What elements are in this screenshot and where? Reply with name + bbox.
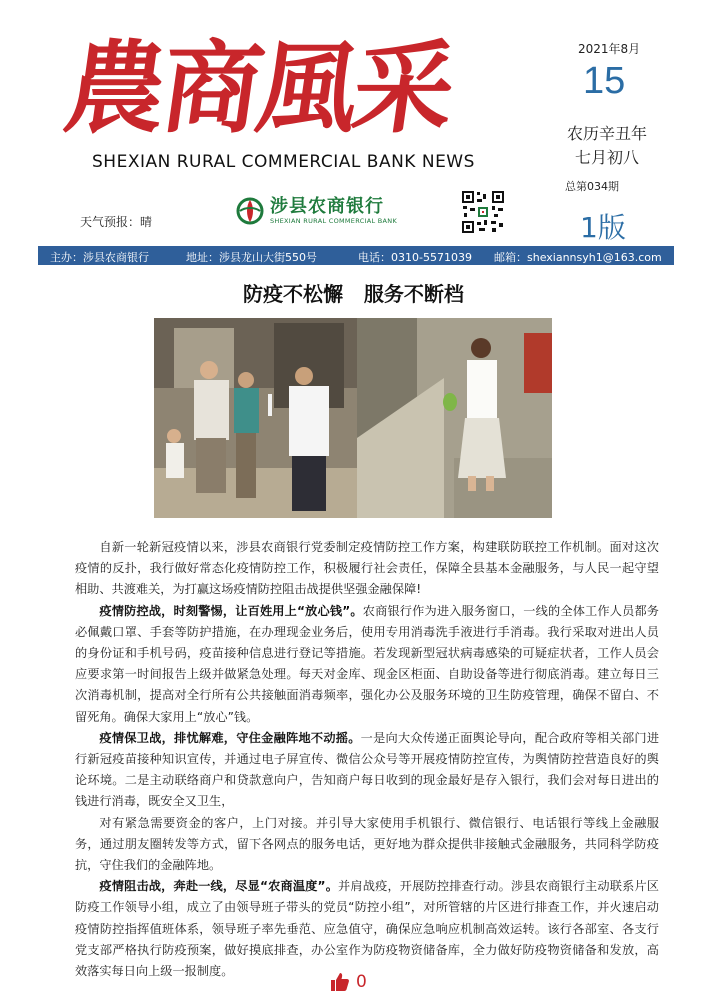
lunar-date	[552, 122, 662, 170]
bank-logo	[236, 194, 397, 228]
article-body	[75, 537, 659, 982]
info-bar	[38, 246, 674, 265]
article-paragraph	[75, 813, 659, 877]
article-headline: 防疫不松懈 服务不断档	[243, 282, 464, 306]
article-photo	[154, 318, 552, 518]
date-day: 15	[583, 60, 626, 102]
lunar-year: 农历辛丑年	[566, 124, 647, 143]
info-host: 主办：涉县农商银行	[50, 251, 149, 264]
masthead-title: 農商風采	[57, 29, 459, 147]
date-year-month: 2021年8月	[578, 42, 641, 56]
info-address: 地址：涉县龙山大街550号	[186, 251, 317, 264]
qr-code-icon	[461, 190, 505, 234]
lunar-day: 七月初八	[574, 148, 639, 167]
paragraph-text: 一是向大众传递正面舆论导向，配合政府等相关部门进行新冠疫苗接种知识宣传，并通过电子屏宣传、微信公众号等开展疫情防控宣传，为舆情防控营造良好的舆论环境。二是主动联络商户和贷款意向户，告知商户每日收到的现金最好是存入银行，我们会对每日进出的钱进行消毒，既安全又卫生，	[75, 730, 660, 809]
article-paragraph	[75, 601, 659, 728]
paragraph-lead: 疫情防控战，时刻警惕，让百姓用上“放心钱”。	[99, 603, 363, 618]
bank-logo-icon	[236, 197, 264, 225]
bank-name-cn: 涉县农商银行	[270, 195, 384, 217]
article-paragraph	[75, 876, 659, 982]
info-phone: 电话：0310-5571039	[358, 251, 472, 264]
article-paragraph	[75, 537, 659, 601]
bank-name-en: SHEXIAN RURAL COMMERCIAL BANK	[270, 216, 398, 225]
masthead-english-title: SHEXIAN RURAL COMMERCIAL BANK NEWS	[92, 152, 475, 172]
thumbs-up-icon	[330, 972, 350, 992]
paragraph-text: 对有紧急需要资金的客户，上门对接。并引导大家使用手机银行、微信银行、电话银行等线上金融服务，通过朋友圈转发等方式，留下各网点的服务电话，更好地为群众提供非接触式金融服务，共同科学防疫抗，守住我们的金融阵地。	[75, 815, 659, 873]
paragraph-text: 自新一轮新冠疫情以来，涉县农商银行党委制定疫情防控工作方案，构建联防联控工作机制。面对这次疫情的反扑，我行做好常态化疫情防控工作，积极履行社会责任，保障全县基本金融服务，与人民一起守望相助、共渡难关，为打赢这场疫情防控阻击战提供坚强金融保障!	[75, 540, 659, 597]
issue-number: 总第034期	[565, 180, 619, 193]
edition-number: 1版	[580, 211, 626, 244]
weather-forecast: 天气预报：晴	[80, 215, 153, 229]
info-email: 邮箱：shexiannsyh1@163.com	[494, 251, 662, 264]
article-paragraph	[75, 728, 659, 813]
paragraph-text: 农商银行作为进入服务窗口，一线的全体工作人员都务必佩戴口罩、手套等防护措施，在办理现金业务后，使用专用消毒洗手液进行手消毒。我行采取对进出人员的身份证和手机号码，疫苗接种信息进行登记等措施。若发现新型冠状病毒感染的可疑症状者，工作人员会应要求第一时间报告上级并做紧急处理。每天对金库、现金区柜面、自助设备等进行彻底消毒。建立每日三次消毒机制，提高对全行所有公共接触面消毒频率，强化办公及服务环境的卫生防疫管理，确保不留白、不留死角。确保大家用上“放心”钱。	[75, 603, 659, 724]
paragraph-lead: 疫情保卫战，排忧解难，守住金融阵地不动摇。	[99, 730, 361, 745]
paragraph-text: 并肩战疫，开展防控排查行动。涉县农商银行主动联系片区防疫工作领导小组，成立了由领导班子带头的党员“防控小组”，对所管辖的片区进行排查工作，并火速启动疫情防控指挥值班体系，领导班子率先垂范、应急值守，确保应急响应机制高效运转。该行各部室、各支行党支部严格执行防疫预案，做好摸底排查，办公室作为防疫物资储备库，全力做好防疫物资储备和发放，高效落实每日向上级一报制度。	[75, 879, 659, 979]
like-count: 0	[356, 972, 367, 992]
paragraph-lead: 疫情阻击战，奔赴一线，尽显“农商温度”。	[99, 879, 339, 894]
like-button[interactable]	[330, 972, 367, 992]
